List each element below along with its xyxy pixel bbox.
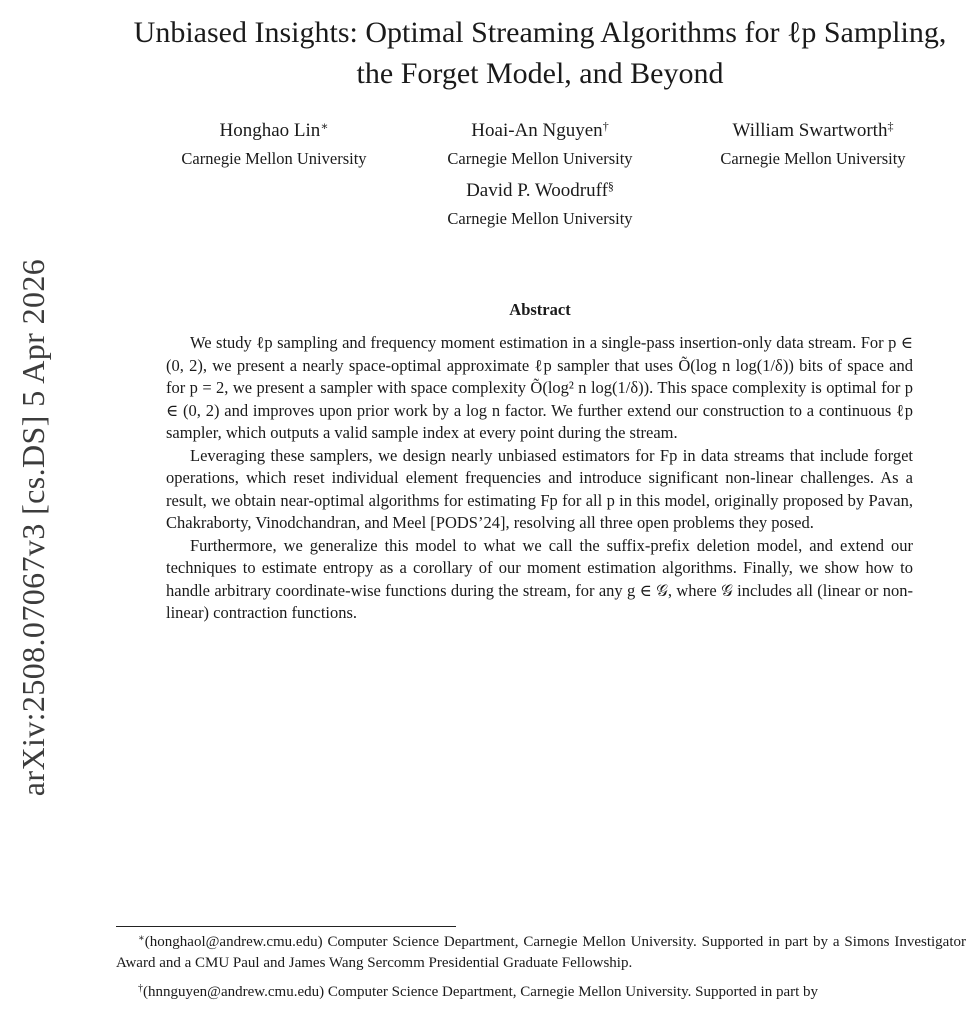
author-affiliation: Carnegie Mellon University xyxy=(447,209,633,228)
footnote-divider xyxy=(116,926,456,927)
abstract-paragraph: We study ℓp sampling and frequency moment estimation in a single-pass insertion-only data stream. For p ∈ (0, 2), we present a nearly space-optimal approximate ℓp sampler that uses Õ(log n log(1/δ)) bits of space and for p = 2, we present a sampler with space complexity Õ(log² n log(1/δ)). This space complexity is optimal for p ∈ (0, 2) and improves upon prior work by a log n factor. We further extend our construction to a continuous ℓp sampler, which outputs a valid sample index at every point during the stream. xyxy=(166,333,913,442)
author-block-4 xyxy=(412,177,668,234)
author-name: Honghao Lin∗ xyxy=(219,119,329,141)
footnotes xyxy=(116,932,966,1011)
arxiv-identifier: arXiv:2508.07067v3 [cs.DS] 5 Apr 2026 xyxy=(15,258,52,796)
abstract-paragraph: Leveraging these samplers, we design nearly unbiased estimators for Fp in data streams that include forget operations, which reset individual element frequencies and introduce significant non-linear challenges. As a result, we obtain near-optimal algorithms for estimating Fp for all p in this model, originally proposed by Pavan, Chakraborty, Vinodchandran, and Meel [PODS’24], resolving all three open problems they posed. xyxy=(166,445,913,532)
paper-title xyxy=(105,12,975,94)
author-name: David P. Woodruff§ xyxy=(466,179,614,201)
author-block-1 xyxy=(150,117,398,174)
author-affiliation: Carnegie Mellon University xyxy=(720,149,906,168)
footnote: ∗(honghaol@andrew.cmu.edu) Computer Science Department, Carnegie Mellon University. Supported in part by a Simons Investigator Award and a CMU Paul and James Wang Sercomm Presidential Graduate Fellowship. xyxy=(116,933,966,971)
author-block-3 xyxy=(682,117,944,174)
author-affiliation: Carnegie Mellon University xyxy=(181,149,367,168)
author-name: William Swartworth‡ xyxy=(732,119,894,141)
abstract-body xyxy=(166,332,913,625)
title-line-2: the Forget Model, and Beyond xyxy=(356,57,724,90)
abstract-heading: Abstract xyxy=(509,300,571,319)
footnote: †(hnnguyen@andrew.cmu.edu) Computer Science Department, Carnegie Mellon University. Supported in part by xyxy=(138,983,819,1000)
author-affiliation: Carnegie Mellon University xyxy=(447,149,633,168)
title-line-1: Unbiased Insights: Optimal Streaming Algorithms for ℓp Sampling, xyxy=(133,16,947,49)
abstract-paragraph: Furthermore, we generalize this model to what we call the suffix-prefix deletion model, and extend our techniques to estimate entropy as a corollary of our moment estimation algorithms. Finally, we show how to handle arbitrary coordinate-wise functions during the stream, for any g ∈ 𝒢, where 𝒢 includes all (linear or non-linear) contraction functions. xyxy=(166,535,913,622)
author-block-2 xyxy=(412,117,668,174)
author-name: Hoai-An Nguyen† xyxy=(471,119,609,141)
